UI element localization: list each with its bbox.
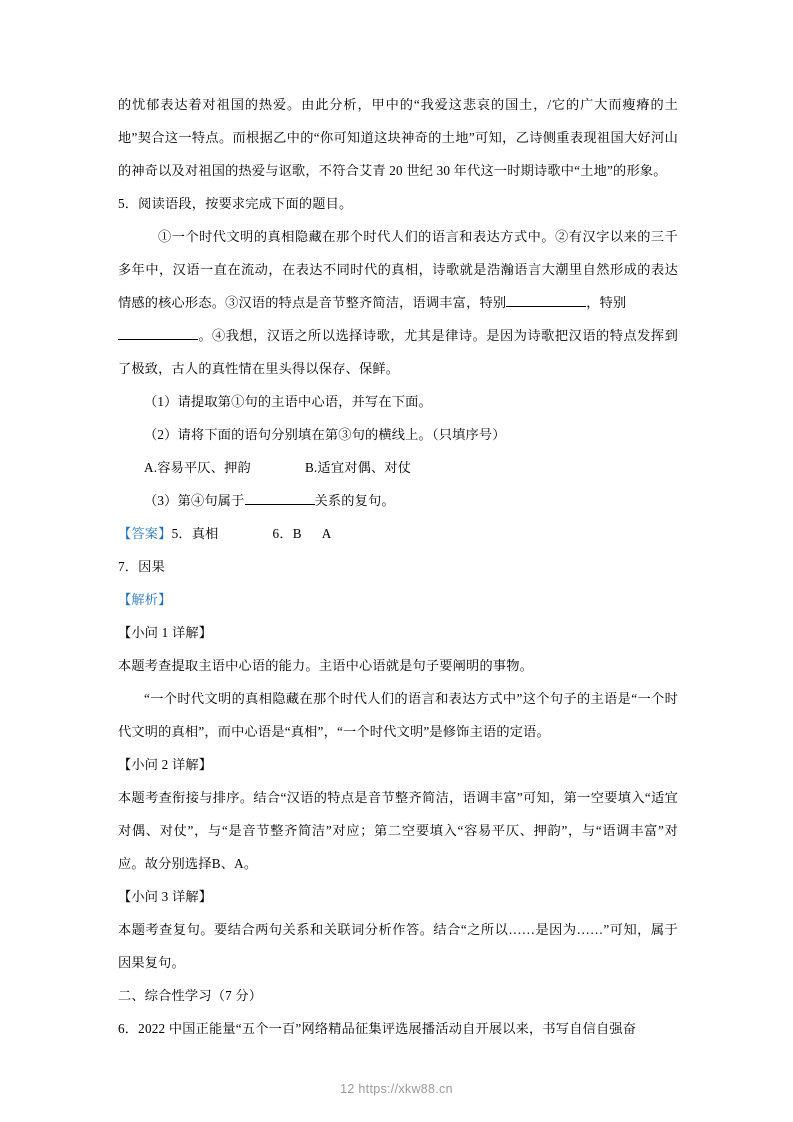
sub-question-2-body: 本题考查衔接与排序。结合“汉语的特点是音节整齐简洁，语调丰富”可知，第一空要填入“适宜对偶、对仗”，与“是音节整齐简洁”对应；第二空要填入“容易平仄、押韵”，与“语调丰富”对应。故分别选择B、A。 [118,790,678,871]
sub-question-1-body-a: 本题考查提取主语中心语的能力。主语中心语就是句子要阐明的事物。 [118,658,534,673]
question-5-sub-1: （1）请提取第①句的主语中心语，并写在下面。 [144,394,432,409]
sub-question-1-body-b: “一个时代文明的真相隐藏在那个时代人们的语言和表达方式中”这个句子的主语是“一个时代文明的真相”，而中心语是“真相”，“一个时代文明”是修饰主语的定语。 [118,691,678,739]
question-5-sub-2: （2）请将下面的语句分别填在第③句的横线上。（只填序号） [144,427,506,442]
page-footer [0,1082,793,1096]
section-2-heading: 二、综合性学习（7 分） [118,988,263,1003]
sub-question-1-heading: 【小问 1 详解】 [118,625,213,640]
footer-site: https://xkw88.cn [358,1082,453,1096]
question-5-stem: 5．阅读语段，按要求完成下面的题目。 [118,196,353,211]
fill-blank-3 [245,504,315,505]
analysis-heading [118,583,678,616]
question-5-sub-3: （3）第④句属于 关系的复句。 [144,493,395,508]
question-5-options: A.容易平仄、押韵 B.适宜对偶、对仗 [144,460,412,475]
paragraph-intro: 的忧郁表达着对祖国的热爱。由此分析，甲中的“我爱这悲哀的国土，/它的广大而瘦瘠的土地”契合这一特点。而根据乙中的“你可知道这块神奇的土地”可知，乙诗侧重表现祖国大好河山的神奇以及对祖国的热爱与讴歌，不符合艾青 20 世纪 30 年代这一时期诗歌中“土地”的形象。 [118,97,678,178]
document-body [118,88,678,1045]
sub-question-3-body: 本题考查复句。要结合两句关系和关联词分析作答。结合“之所以……是因为……”可知，属于因果复句。 [118,922,678,970]
fill-blank-1 [506,306,586,307]
question-5-passage-part1: ①一个时代文明的真相隐藏在那个时代人们的语言和表达方式中。②有汉字以来的三千多年中，汉语一直在流动，在表达不同时代的真相，诗歌就是浩瀚语言大潮里自然形成的表达情感的核心形态。③汉语的特点是音节整齐简洁，语调丰富，特别 ，特别 [118,229,678,310]
answer-label: 【答案】 [118,526,172,541]
sub-question-3-heading: 【小问 3 详解】 [118,889,213,904]
analysis-label: 【解析】 [118,592,172,607]
question-5-passage-part2: 。④我想，汉语之所以选择诗歌，尤其是律诗。是因为诗歌把汉语的特点发挥到了极致，古人的真性情在里头得以保存、保鲜。 [118,328,678,376]
sub-question-2-heading: 【小问 2 详解】 [118,757,213,772]
fill-blank-2 [118,339,198,340]
question-6-stem: 6．2022 中国正能量“五个一百”网络精品征集评选展播活动自开展以来，书写自信自强奋 [118,1021,637,1036]
answer-line: 【答案】5．真相 6．B A [118,526,332,541]
answer-line-7: 7．因果 [118,559,165,574]
page-number: 12 [340,1082,355,1096]
